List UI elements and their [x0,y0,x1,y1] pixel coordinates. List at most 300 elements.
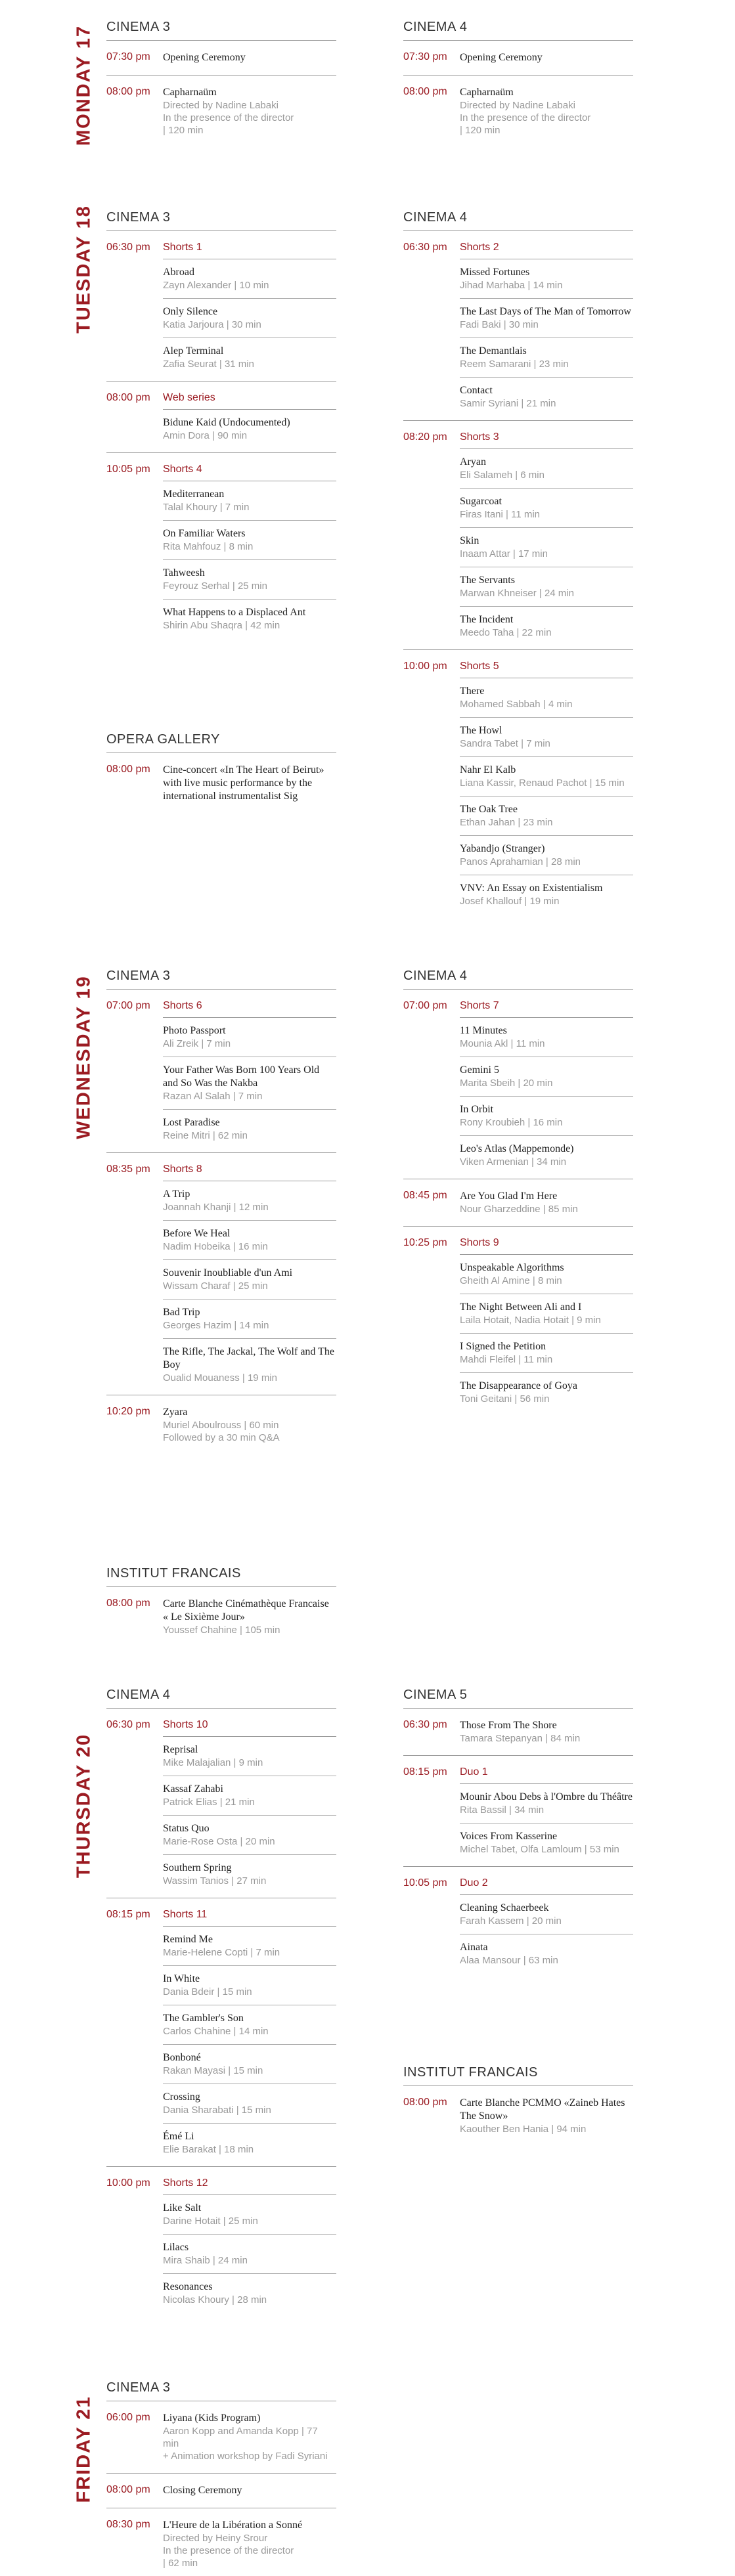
film-meta: Oualid Mouaness | 19 min [163,1372,277,1384]
day-label [71,2364,97,2535]
program-group-title: Shorts 9 [460,1231,633,1255]
film-title: Leo's Atlas (Mappemonde) [460,1143,574,1154]
film-entry [163,2274,336,2313]
film-title: Only Silence [163,306,218,317]
slot-time: 08:15 pm [106,1909,150,1920]
film-title: The Howl [460,725,502,736]
slot-time: 06:30 pm [106,242,150,253]
film-title: Southern Spring [163,1862,232,1873]
film-title: Those From The Shore [460,1720,557,1731]
film-title: Aryan [460,456,486,468]
film-meta: Michel Tabet, Olfa Lamloum | 53 min [460,1844,619,1855]
film-meta: Jihad Marhaba | 14 min [460,280,563,291]
film-title: A Trip [163,1189,190,1200]
film-title: Souvenir Inoubliable d'un Ami [163,1267,293,1278]
film-meta: Eli Salameh | 6 min [460,469,545,481]
screening-slot [403,45,633,71]
venue-block [106,2380,336,2576]
film-meta: Sandra Tabet | 7 min [460,738,550,749]
slot-time: 08:35 pm [106,1164,150,1175]
slot-body [163,2478,336,2504]
film-entry [163,86,336,143]
slot-time: 08:45 pm [403,1190,447,1201]
slot-divider [106,1152,336,1153]
program-group-title: Shorts 3 [460,425,633,449]
film-title: Tahweesh [163,567,205,579]
film-title: Capharnaüm [163,87,217,98]
slot-body [460,79,633,143]
film-meta: Shirin Abu Shaqra | 42 min [163,620,280,631]
film-title: Émé Li [163,2131,194,2142]
slot-time: 10:00 pm [106,2177,150,2189]
slot-time: 10:00 pm [403,661,447,672]
film-meta: Wassim Tanios | 27 min [163,1875,267,1887]
film-meta: Katia Jarjoura | 30 min [163,319,261,330]
film-entry [460,797,633,836]
film-meta: Youssef Chahine | 105 min [163,1625,280,1636]
film-meta: Muriel Aboulrouss | 60 min [163,1420,279,1431]
film-meta: Farah Kassem | 20 min [460,1915,562,1927]
day-label-text: MONDAY 17 [73,24,95,146]
slot-time: 07:00 pm [403,1000,447,1011]
film-meta: Amin Dora | 90 min [163,430,248,441]
screening-slot [106,1591,336,1643]
venue-title: OPERA GALLERY [106,732,336,753]
film-entry [460,1719,633,1751]
film-meta: Meedo Taha | 22 min [460,627,552,638]
film-title: Alep Terminal [163,345,224,357]
film-entry [460,875,633,914]
slot-time: 08:00 pm [106,86,150,97]
film-entry [163,51,336,71]
slot-divider [403,1226,633,1227]
day-label-text: THURSDAY 20 [73,1733,95,1879]
slot-body [163,45,336,71]
film-entry [460,607,633,645]
film-title: Bad Trip [163,1307,200,1318]
venue-block [403,20,633,143]
slot-time: 06:30 pm [403,242,447,253]
film-meta: Mira Shaib | 24 min [163,2255,248,2266]
venue-title: INSTITUT FRANCAIS [106,1566,336,1587]
film-entry [163,1737,336,1776]
film-meta: Talal Khoury | 7 min [163,502,250,513]
film-meta: Ali Zreik | 7 min [163,1038,231,1049]
film-entry [163,2084,336,2124]
film-title: Photo Passport [163,1025,226,1036]
film-meta: Feyrouz Serhal | 25 min [163,580,267,592]
film-title: Crossing [163,2091,200,2103]
venue-block [403,2065,633,2142]
film-entry [460,1057,633,1097]
film-entry [460,528,633,567]
film-meta: Dania Bdeir | 15 min [163,1986,252,1997]
screening-slot [403,425,633,645]
film-meta: Tamara Stepanyan | 84 min [460,1733,581,1744]
slot-body [163,757,336,810]
film-entry [460,489,633,528]
screening-slot [106,1399,336,1451]
screening-slot [403,1871,633,1973]
film-meta: Followed by a 30 min Q&A [163,1432,280,1443]
screening-slot [106,2478,336,2504]
film-meta: Zafia Seurat | 31 min [163,359,254,370]
film-title: Closing Ceremony [163,2485,242,2496]
program-group-title: Shorts 11 [163,1902,336,1927]
film-title: Before We Heal [163,1228,231,1239]
venue-title: CINEMA 4 [403,20,633,41]
film-title: Like Salt [163,2202,202,2214]
film-entry [460,299,633,338]
film-entry [163,1855,336,1894]
film-meta: Gheith Al Amine | 8 min [460,1275,562,1286]
slot-body [460,993,633,1175]
slot-time: 08:00 pm [106,2484,150,2495]
film-meta: Directed by Nadine Labaki [460,100,575,111]
film-entry [460,836,633,875]
program-group-title: Shorts 4 [163,457,336,481]
screening-slot [403,79,633,143]
screening-slot [106,2405,336,2469]
screening-slot [106,385,336,448]
screening-slot [106,45,336,71]
film-title: Lost Paradise [163,1117,220,1128]
film-entry [460,338,633,378]
film-entry [163,1927,336,1966]
film-entry [460,567,633,607]
film-title: The Rifle, The Jackal, The Wolf and The Boy [163,1346,335,1370]
screening-slot [106,1902,336,2162]
film-meta: Mohamed Sabbah | 4 min [460,699,573,710]
film-title: Unspeakable Algorithms [460,1262,564,1273]
slot-body [163,2405,336,2469]
slot-body [460,1183,633,1222]
film-entry [460,1334,633,1373]
film-entry [163,1018,336,1057]
film-title: Resonances [163,2281,213,2292]
slot-divider [403,1755,633,1756]
film-entry [163,2124,336,2162]
film-meta: Mounia Akl | 11 min [460,1038,545,1049]
film-meta: Toni Geitani | 56 min [460,1393,550,1405]
film-title: The Oak Tree [460,804,518,815]
film-title: Lilacs [163,2242,189,2253]
slot-time: 08:30 pm [106,2519,150,2530]
film-entry [460,1784,633,1823]
slot-divider [106,452,336,453]
slot-body [163,79,336,143]
screening-slot [403,1713,633,1751]
film-entry [460,718,633,757]
venue-block [403,210,633,914]
film-title: Cine-concert «In The Heart of Beirut» with live music performance by the international instrumentalist Sig [163,764,324,802]
film-meta: Elie Barakat | 18 min [163,2144,254,2155]
program-group-title: Shorts 8 [163,1157,336,1181]
program-group-title: Shorts 10 [163,1713,336,1737]
film-entry [460,1294,633,1334]
program-group-title: Shorts 1 [163,235,336,259]
film-meta: Inaam Attar | 17 min [460,548,548,559]
film-title: In White [163,1973,200,1984]
film-title: The Gambler's Son [163,2013,244,2024]
film-entry [460,1097,633,1136]
film-title: Voices From Kasserine [460,1831,558,1842]
slot-body [163,993,336,1148]
slot-divider [403,649,633,650]
film-meta: Rony Kroubieh | 16 min [460,1117,563,1128]
film-meta: Patrick Elias | 21 min [163,1797,255,1808]
film-entry [163,2484,336,2504]
program-group-title: Shorts 12 [163,2171,336,2195]
day-label-text: WEDNESDAY 19 [73,975,95,1139]
film-title: 11 Minutes [460,1025,507,1036]
film-title: VNV: An Essay on Existentialism [460,883,603,894]
film-entry [460,1136,633,1175]
film-entry [460,1255,633,1294]
venue-block [106,210,336,638]
slot-divider [403,420,633,421]
film-meta: Dania Sharabati | 15 min [163,2105,271,2116]
film-title: Carte Blanche Cinémathèque Francaise « Le Sixième Jour» [163,1598,329,1623]
film-entry [163,521,336,560]
film-meta: Panos Aprahamian | 28 min [460,856,581,867]
slot-body [163,1902,336,2162]
slot-body [163,385,336,448]
film-meta: Rakan Mayasi | 15 min [163,2065,263,2076]
film-title: Yabandjo (Stranger) [460,843,545,854]
film-entry [460,259,633,299]
venue-block [106,732,336,810]
film-meta: Aaron Kopp and Amanda Kopp | 77 min [163,2426,318,2449]
venue-block [106,1688,336,2313]
venue-block [106,1566,336,1643]
film-title: Ainata [460,1942,488,1953]
screening-slot [403,235,633,416]
screening-slot [403,993,633,1175]
slot-body [460,235,633,416]
film-entry [163,2195,336,2235]
screening-slot [106,993,336,1148]
film-title: Sugarcoat [460,496,502,507]
slot-body [163,1399,336,1451]
screening-slot [106,1713,336,1894]
film-entry [163,2045,336,2084]
film-title: The Servants [460,575,515,586]
film-entry [163,299,336,338]
screening-slot [106,457,336,638]
venue-title: CINEMA 3 [106,210,336,231]
screening-slot [106,757,336,810]
slot-time: 07:30 pm [106,51,150,62]
film-entry [163,1110,336,1148]
film-entry [163,481,336,521]
film-meta: Marie-Helene Copti | 7 min [163,1947,280,1958]
screening-slot [403,2090,633,2142]
film-meta: Wissam Charaf | 25 min [163,1280,268,1292]
film-title: Are You Glad I'm Here [460,1190,558,1202]
film-meta: Directed by Nadine Labaki [163,100,278,111]
film-meta: Nadim Hobeika | 16 min [163,1241,268,1252]
film-title: Liyana (Kids Program) [163,2412,261,2424]
program-group-title: Web series [163,385,336,410]
film-meta: Alaa Mansour | 63 min [460,1955,558,1966]
film-meta: Carlos Chahine | 14 min [163,2026,269,2037]
program-group-title: Shorts 5 [460,654,633,678]
film-meta: | 120 min [460,125,501,136]
film-title: Remind Me [163,1934,213,1945]
program-group-title: Shorts 7 [460,993,633,1018]
film-entry [460,1190,633,1222]
slot-body [460,1713,633,1751]
film-title: Missed Fortunes [460,267,530,278]
film-meta: Marita Sbeih | 20 min [460,1078,553,1089]
film-meta: Samir Syriani | 21 min [460,398,556,409]
film-title: Bidune Kaid (Undocumented) [163,417,290,428]
slot-body [460,1231,633,1412]
film-meta: Joannah Khanji | 12 min [163,1202,269,1213]
film-entry [460,86,633,143]
film-title: Abroad [163,267,194,278]
day-label [71,1720,97,1891]
film-entry [163,2235,336,2274]
film-entry [163,1339,336,1391]
film-entry [163,1221,336,1260]
film-title: Skin [460,535,479,546]
film-title: Your Father Was Born 100 Years Old and So Was the Nakba [163,1064,320,1089]
slot-body [163,1713,336,1894]
slot-body [163,457,336,638]
venue-title: CINEMA 3 [106,969,336,990]
film-title: The Night Between Ali and I [460,1301,582,1313]
film-meta: Razan Al Salah | 7 min [163,1091,263,1102]
screening-slot [106,2512,336,2576]
venue-title: CINEMA 4 [403,969,633,990]
slot-time: 08:00 pm [106,392,150,403]
slot-body [460,2090,633,2142]
slot-divider [403,1866,633,1867]
film-title: Opening Ceremony [460,52,543,63]
slot-time: 07:00 pm [106,1000,150,1011]
film-title: I Signed the Petition [460,1341,546,1352]
film-title: Nahr El Kalb [460,764,516,775]
film-meta: Josef Khallouf | 19 min [460,896,560,907]
film-meta: Nicolas Khoury | 28 min [163,2294,267,2305]
film-meta: Laila Hotait, Nadia Hotait | 9 min [460,1315,601,1326]
film-title: The Demantlais [460,345,527,357]
slot-divider [106,75,336,76]
film-title: The Last Days of The Man of Tomorrow [460,306,631,317]
slot-body [163,1157,336,1391]
screening-slot [106,79,336,143]
venue-title: CINEMA 3 [106,2380,336,2401]
film-entry [460,757,633,797]
film-title: Mounir Abou Debs à l'Ombre du Théâtre [460,1791,633,1802]
slot-time: 06:30 pm [106,1719,150,1730]
film-entry [460,1934,633,1973]
slot-time: 06:30 pm [403,1719,447,1730]
film-meta: Reem Samarani | 23 min [460,359,569,370]
program-group-title: Duo 2 [460,1871,633,1895]
slot-time: 08:00 pm [403,2097,447,2108]
film-meta: Zayn Alexander | 10 min [163,280,269,291]
film-meta: + Animation workshop by Fadi Syriani [163,2451,328,2462]
venue-title: CINEMA 3 [106,20,336,41]
film-meta: Fadi Baki | 30 min [460,319,539,330]
slot-body [460,654,633,914]
venue-block [106,969,336,1451]
slot-time: 06:00 pm [106,2412,150,2423]
film-entry [460,51,633,71]
film-meta: Georges Hazim | 14 min [163,1320,269,1331]
film-meta: | 120 min [163,125,204,136]
screening-slot [403,654,633,914]
slot-body [163,2171,336,2313]
film-title: What Happens to a Displaced Ant [163,607,306,618]
venue-title: CINEMA 4 [106,1688,336,1709]
film-entry [163,259,336,299]
film-meta: Nour Gharzeddine | 85 min [460,1204,578,1215]
day-label [71,184,97,355]
film-title: Opening Ceremony [163,52,246,63]
venue-block [403,969,633,1412]
venue-block [403,1688,633,1973]
film-title: There [460,686,485,697]
slot-body [460,45,633,71]
slot-time: 08:20 pm [403,431,447,443]
film-title: Bonboné [163,2052,201,2063]
film-title: Kassaf Zahabi [163,1783,223,1795]
film-entry [460,1823,633,1862]
screening-slot [403,1183,633,1222]
slot-body [460,425,633,645]
film-meta: Marwan Khneiser | 24 min [460,588,574,599]
film-meta: In the presence of the director [163,2545,294,2556]
screening-slot [106,235,336,377]
film-entry [163,1181,336,1221]
program-group-title: Duo 1 [460,1760,633,1784]
slot-body [163,235,336,377]
slot-body [163,1591,336,1643]
film-meta: Mike Malajalian | 9 min [163,1757,263,1768]
film-entry [163,560,336,600]
film-title: Status Quo [163,1823,210,1834]
day-label-text: FRIDAY 21 [73,2395,95,2503]
film-title: Gemini 5 [460,1064,499,1076]
film-entry [163,2412,336,2469]
slot-divider [403,75,633,76]
film-meta: Directed by Heiny Srour [163,2533,268,2544]
film-entry [163,764,336,810]
film-entry [163,1776,336,1816]
film-meta: Rita Bassil | 34 min [460,1804,545,1816]
film-title: In Orbit [460,1104,494,1115]
film-entry [460,1895,633,1934]
film-meta: Kaouther Ben Hania | 94 min [460,2124,587,2135]
film-entry [163,1406,336,1451]
slot-time: 08:15 pm [403,1766,447,1778]
film-meta: Liana Kassir, Renaud Pachot | 15 min [460,777,625,789]
film-entry [460,378,633,416]
film-entry [163,1057,336,1110]
film-meta: Ethan Jahan | 23 min [460,817,553,828]
film-meta: | 62 min [163,2558,198,2569]
film-entry [460,678,633,718]
slot-body [460,1760,633,1862]
film-meta: Firas Itani | 11 min [460,509,540,520]
film-entry [163,1260,336,1299]
venue-title: INSTITUT FRANCAIS [403,2065,633,2086]
film-title: The Disappearance of Goya [460,1380,578,1391]
